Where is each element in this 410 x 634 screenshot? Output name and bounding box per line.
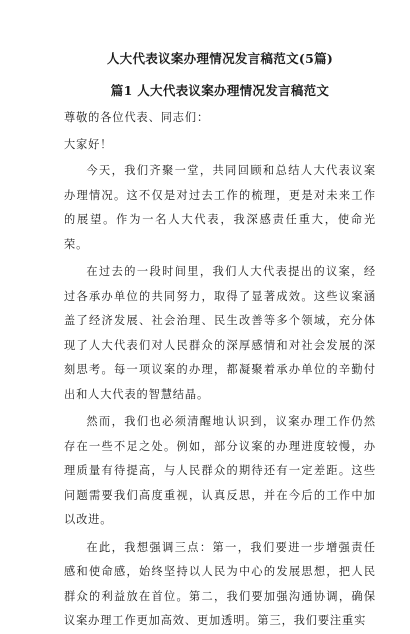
paragraph-4: 在此，我想强调三点：第一，我们要进一步增强责任感和使命感，始终坚持以人民为中心的发展思想，把人民群众的利益放在首位。第二，我们要加强沟通协调，确保议案办理工作更加高效、更加透明。第三，我们要注重实 xyxy=(64,540,376,627)
paragraph-2: 在过去的一段时间里，我们人大代表提出的议案，经过各承办单位的共同努力，取得了显著成效。这些议案涵盖了经济发展、社会治理、民生改善等多个领域，充分体现了人大代表们对人民群众的深厚感情和对社会发展的深刻思考。每一项议案的办理，都凝聚着承办单位的辛勤付出和人大代表的智慧结晶。 xyxy=(64,265,376,401)
document-title: 人大代表议案办理情况发言稿范文(5篇) xyxy=(106,51,334,66)
salutation: 尊敬的各位代表、同志们： xyxy=(64,111,210,124)
paragraph-1: 今天，我们齐聚一堂，共同回顾和总结人大代表议案办理情况。这不仅是对过去工作的梳理，更是对未来工作的展望。作为一名人大代表，我深感责任重大，使命光荣。 xyxy=(64,164,376,251)
greeting: 大家好！ xyxy=(64,137,113,151)
section-heading: 篇1 人大代表议案办理情况发言稿范文 xyxy=(110,83,330,98)
paragraph-3: 然而，我们也必须清醒地认识到，议案办理工作仍然存在一些不足之处。例如，部分议案的办理进度较慢，办理质量有待提高，与人民群众的期待还有一定差距。这些问题需要我们高度重视，认真反思，并在今后的工作中加以改进。 xyxy=(64,415,376,526)
